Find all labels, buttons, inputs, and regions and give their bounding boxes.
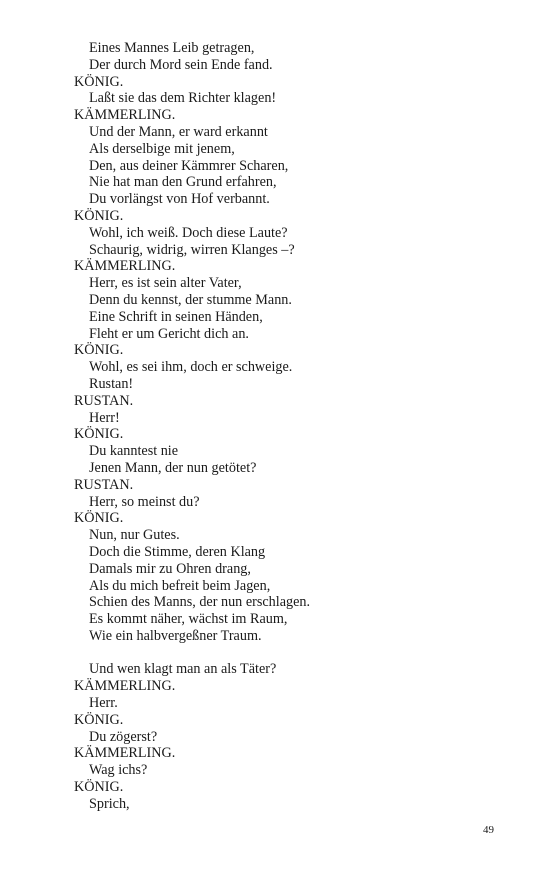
verse-line: Und wen klagt man an als Täter?	[89, 661, 277, 678]
speaker-name: KÄMMERLING.	[74, 107, 176, 124]
verse-line: Schaurig, widrig, wirren Klanges –?	[89, 241, 295, 258]
speaker-name: KÖNIG.	[74, 73, 124, 90]
verse-line: Schien des Manns, der nun erschlagen.	[89, 594, 311, 611]
verse-line: Herr.	[89, 695, 118, 712]
verse-line: Wag ichs?	[89, 762, 148, 779]
verse-line: Doch die Stimme, deren Klang	[89, 543, 266, 560]
stanza-break	[74, 645, 514, 662]
verse-line: Du zögerst?	[89, 728, 158, 745]
verse-line: Rustan!	[89, 375, 134, 392]
speaker-name: KÖNIG.	[74, 779, 124, 796]
verse-line: Wie ein halbvergeßner Traum.	[89, 627, 262, 644]
verse-line: Den, aus deiner Kämmrer Scharen,	[89, 157, 289, 174]
speaker-name: KÄMMERLING.	[74, 678, 176, 695]
verse-line: Sprich,	[89, 795, 130, 812]
verse-line: Der durch Mord sein Ende fand.	[89, 56, 273, 73]
verse-line: Eines Mannes Leib getragen,	[89, 40, 255, 56]
play-text	[74, 40, 514, 813]
verse-line: Nie hat man den Grund erfahren,	[89, 174, 277, 191]
verse-line: Du vorlängst von Hof verbannt.	[89, 191, 270, 208]
verse-line: Es kommt näher, wächst im Raum,	[89, 611, 288, 628]
verse-line: Laßt sie das dem Richter klagen!	[89, 90, 277, 107]
verse-line: Damals mir zu Ohren drang,	[89, 560, 251, 577]
speaker-name: RUSTAN.	[74, 392, 134, 409]
verse-line: Herr, so meinst du?	[89, 493, 200, 510]
speaker-name: KÖNIG.	[74, 207, 124, 224]
verse-line: Denn du kennst, der stumme Mann.	[89, 291, 292, 308]
verse-line: Du kanntest nie	[89, 443, 179, 460]
verse-line: Herr!	[89, 409, 120, 426]
verse-line: Eine Schrift in seinen Händen,	[89, 308, 263, 325]
verse-line: Als derselbige mit jenem,	[89, 140, 235, 157]
verse-line: Und der Mann, er ward erkannt	[89, 123, 268, 140]
verse-line: Nun, nur Gutes.	[89, 527, 180, 544]
speaker-name: KÖNIG.	[74, 426, 124, 443]
speaker-name: KÖNIG.	[74, 711, 124, 728]
verse-line: Fleht er um Gericht dich an.	[89, 325, 249, 342]
speaker-name: KÖNIG.	[74, 510, 124, 527]
verse-line: Als du mich befreit beim Jagen,	[89, 577, 271, 594]
page-number: 49	[483, 824, 494, 836]
speaker-name: KÄMMERLING.	[74, 258, 176, 275]
speaker-name: KÄMMERLING.	[74, 745, 176, 762]
speaker-name: RUSTAN.	[74, 476, 134, 493]
verse-line: Herr, es ist sein alter Vater,	[89, 275, 242, 292]
speaker-name: KÖNIG.	[74, 342, 124, 359]
verse-line: Wohl, es sei ihm, doch er schweige.	[89, 359, 293, 376]
verse-line: Wohl, ich weiß. Doch diese Laute?	[89, 224, 288, 241]
verse-line: Jenen Mann, der nun getötet?	[89, 459, 257, 476]
